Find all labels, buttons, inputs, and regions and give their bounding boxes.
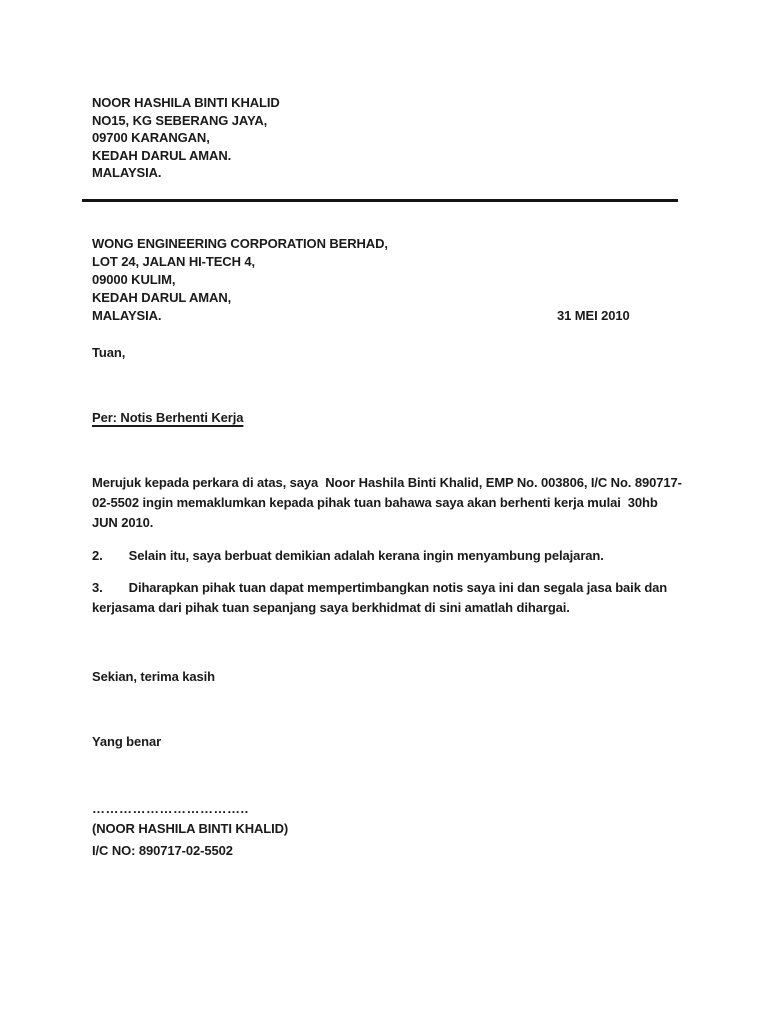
paragraph-3 xyxy=(92,578,684,618)
paragraph-1-text: Merujuk kepada perkara di atas, saya Noor Hashila Binti Khalid, EMP No. 003806, I/C No. 890717-02-5502 ingin memaklumkan kepada pihak tuan bahawa saya akan berhenti kerja mulai xyxy=(92,474,682,510)
paragraph-1 xyxy=(92,473,684,533)
closing-line: Sekian, terima kasih xyxy=(92,668,216,684)
signoff-line: Yang benar xyxy=(92,733,162,749)
sender-state: KEDAH DARUL AMAN. xyxy=(92,147,232,163)
recipient-postcode-city: 09000 KULIM, xyxy=(92,271,176,287)
paragraph-3-text: Diharapkan pihak tuan dapat mempertimbangkan notis saya ini dan segala jasa baik dan kerjasama dari pihak tuan sepanjang saya berkhidmat di sini amatlah dihargai. xyxy=(92,579,668,615)
letter-date: 31 MEI 2010 xyxy=(557,307,630,323)
paragraph-2-number: 2. xyxy=(92,547,103,563)
header-divider-rule xyxy=(82,199,678,202)
signature-dotted-line: …………………………….. xyxy=(92,800,249,816)
signature-name: (NOOR HASHILA BINTI KHALID) xyxy=(92,820,289,836)
recipient-state: KEDAH DARUL AMAN, xyxy=(92,289,232,305)
sender-street: NO15, KG SEBERANG JAYA, xyxy=(92,112,268,128)
sender-postcode-city: 09700 KARANGAN, xyxy=(92,130,210,145)
subject-line: Per: Notis Berhenti Kerja xyxy=(92,409,244,425)
paragraph-1-emphasis-date: 30hb JUN 2010 xyxy=(92,494,662,530)
recipient-address xyxy=(92,235,684,325)
signature-ic-number: I/C NO: 890717-02-5502 xyxy=(92,842,233,858)
recipient-company: WONG ENGINEERING CORPORATION BERHAD, xyxy=(92,235,388,251)
recipient-street: LOT 24, JALAN HI-TECH 4, xyxy=(92,253,256,269)
paragraph-2-text: Selain itu, saya berbuat demikian adalah kerana ingin menyambung pelajaran. xyxy=(128,547,604,563)
sender-country: MALAYSIA. xyxy=(92,165,162,180)
recipient-country: MALAYSIA. xyxy=(92,307,162,323)
sender-name: NOOR HASHILA BINTI KHALID xyxy=(92,95,280,110)
salutation: Tuan, xyxy=(92,344,126,360)
sender-address xyxy=(92,94,684,182)
paragraph-3-number: 3. xyxy=(92,579,103,595)
paragraph-1-period: . xyxy=(149,514,154,530)
paragraph-2 xyxy=(92,546,684,566)
